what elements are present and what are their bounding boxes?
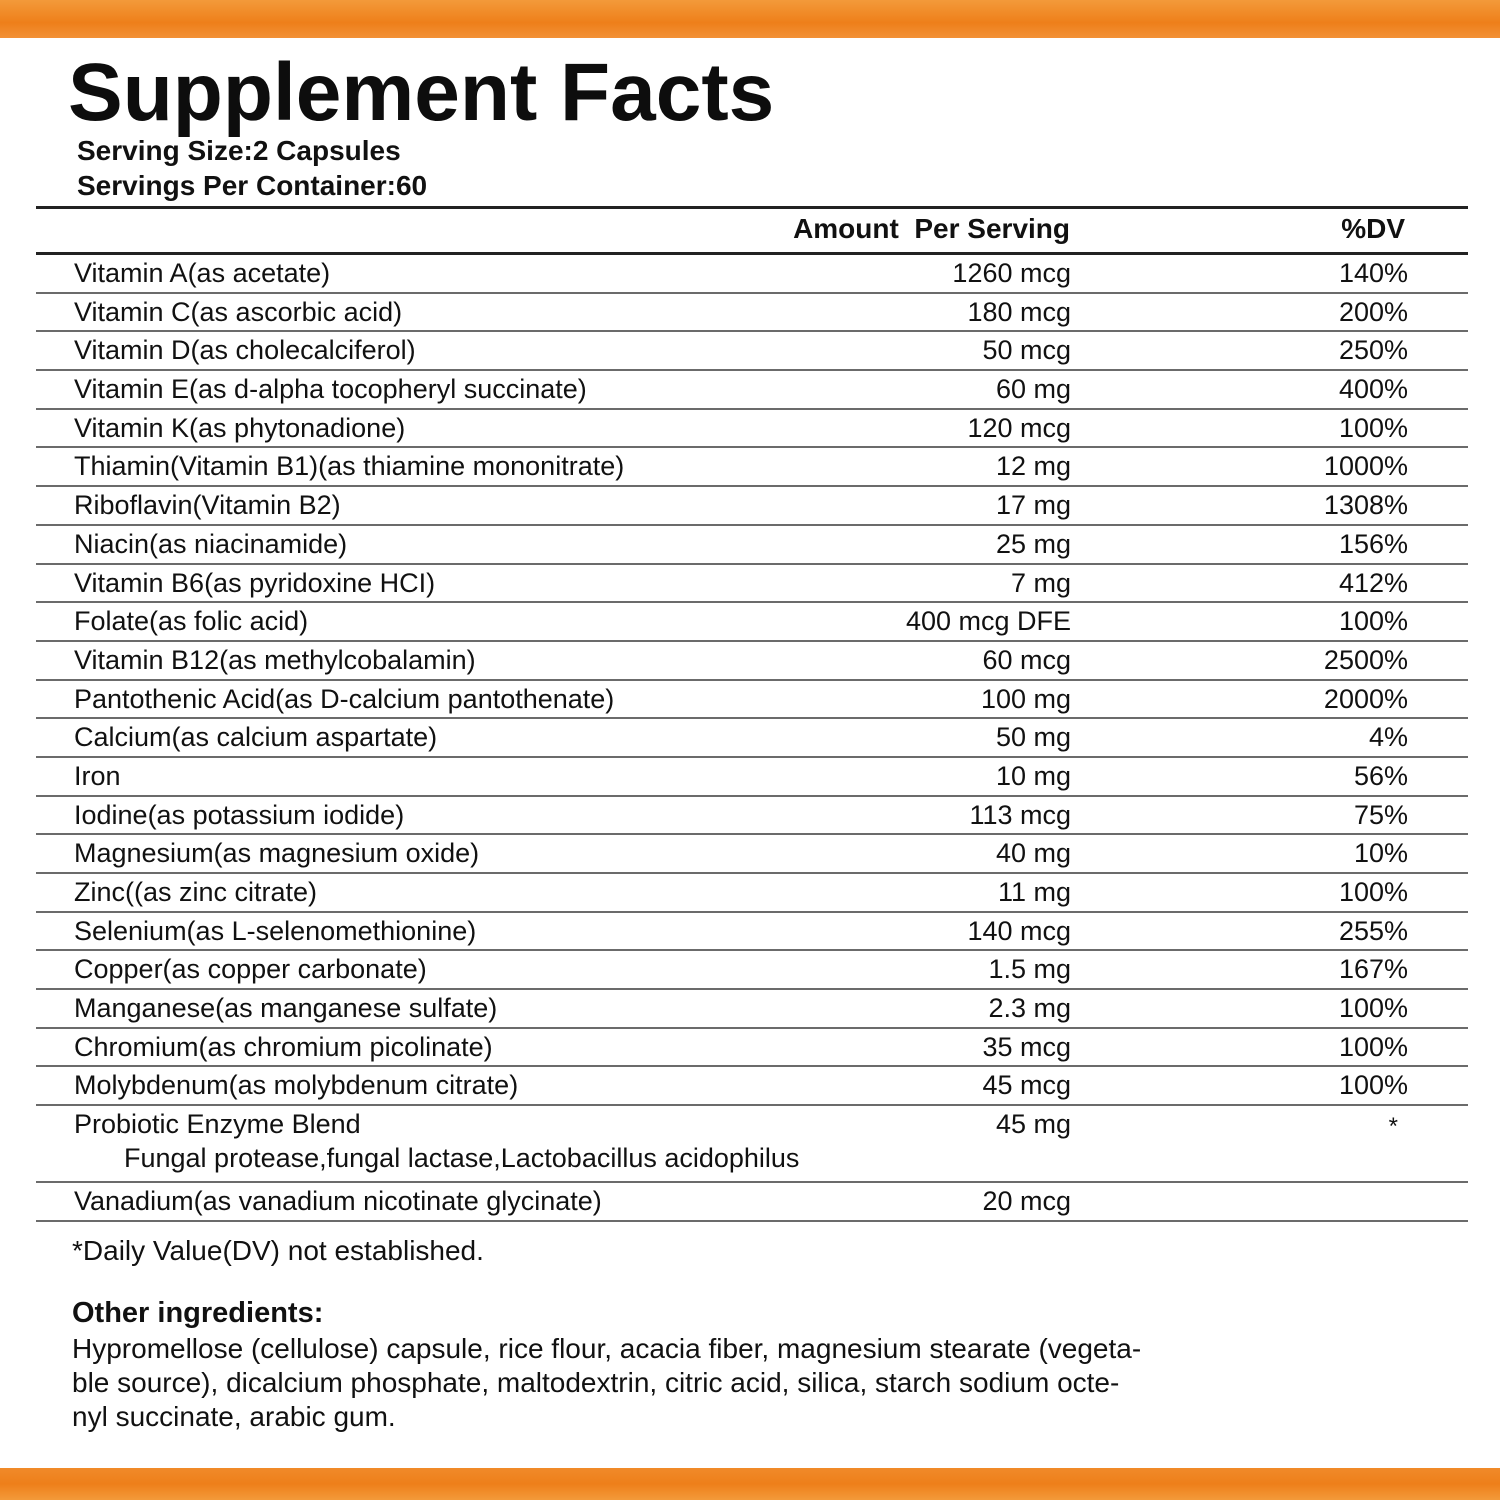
- nutrient-amount: 10 mg: [995, 760, 1071, 791]
- other-ingredients-title: Other ingredients:: [72, 1297, 324, 1329]
- nutrient-amount: 180 mcg: [967, 296, 1071, 327]
- table-row: [36, 487, 1468, 526]
- nutrient-dv: 156%: [1338, 528, 1408, 559]
- nutrient-dv: 400%: [1338, 374, 1408, 405]
- table-row: [36, 1183, 1468, 1222]
- nutrient-amount: 2.3 mg: [988, 993, 1071, 1024]
- nutrient-name: Calcium(as calcium aspartate): [74, 722, 438, 753]
- nutrient-amount: 35 mcg: [982, 1031, 1071, 1062]
- bottom-orange-band: [0, 1468, 1500, 1500]
- nutrient-name: Molybdenum(as molybdenum citrate): [74, 1070, 519, 1101]
- nutrient-name: Thiamin(Vitamin B1)(as thiamine mononitrate): [74, 451, 625, 482]
- nutrient-dv: 200%: [1338, 296, 1408, 327]
- label-title: Supplement Facts: [68, 47, 775, 138]
- nutrient-name: Vitamin D(as cholecalciferol): [74, 335, 416, 366]
- blend-amount: 45 mg: [995, 1109, 1071, 1140]
- header-dv: %DV: [1341, 213, 1405, 244]
- nutrient-name: Vitamin B6(as pyridoxine HCI): [74, 567, 436, 598]
- nutrient-name: Manganese(as manganese sulfate): [74, 993, 498, 1024]
- nutrient-name: Vitamin K(as phytonadione): [74, 412, 406, 443]
- serving-size: Serving Size:2 Capsules: [77, 135, 401, 166]
- nutrient-amount: 100 mg: [980, 683, 1071, 714]
- nutrient-dv: 100%: [1338, 606, 1408, 637]
- table-row: [36, 332, 1468, 371]
- nutrient-amount: 140 mcg: [967, 915, 1071, 946]
- table-row: [36, 681, 1468, 720]
- nutrient-dv: 1000%: [1323, 451, 1408, 482]
- nutrient-amount: 120 mcg: [967, 412, 1071, 443]
- nutrient-dv: 100%: [1338, 993, 1408, 1024]
- nutrient-amount: 25 mg: [995, 528, 1071, 559]
- nutrient-amount: 1.5 mg: [988, 954, 1071, 985]
- nutrient-dv: 140%: [1338, 258, 1408, 288]
- nutrient-amount: 60 mcg: [982, 644, 1071, 675]
- table-row: [36, 951, 1468, 990]
- nutrient-name: Vitamin B12(as methylcobalamin): [74, 644, 476, 675]
- table-row: [36, 294, 1468, 333]
- table-row: [36, 371, 1468, 410]
- table-row: [36, 758, 1468, 797]
- blend-dv: *: [1388, 1113, 1398, 1141]
- top-orange-band: [0, 0, 1500, 38]
- nutrient-dv: 250%: [1338, 335, 1408, 366]
- nutrient-amount: 60 mg: [995, 374, 1071, 405]
- nutrient-amount: 50 mg: [995, 722, 1071, 753]
- table-row: [36, 410, 1468, 449]
- nutrient-amount: 20 mcg: [982, 1186, 1071, 1217]
- nutrient-dv: 100%: [1338, 412, 1408, 443]
- nutrient-name: Iron: [74, 760, 121, 791]
- nutrient-amount: 17 mg: [995, 490, 1071, 521]
- nutrient-dv: 1308%: [1323, 490, 1408, 521]
- nutrient-name: Copper(as copper carbonate): [74, 954, 427, 985]
- nutrient-dv: 10%: [1353, 838, 1408, 869]
- other-ingredients-line: ble source), dicalcium phosphate, maltodextrin, citric acid, silica, starch sodium octe-: [72, 1367, 1120, 1398]
- nutrient-amount: 50 mcg: [982, 335, 1071, 366]
- table-row-blend: [36, 1106, 1468, 1183]
- table-row: [36, 835, 1468, 874]
- nutrient-name: Pantothenic Acid(as D-calcium pantothenate): [74, 683, 615, 714]
- nutrient-name: Magnesium(as magnesium oxide): [74, 838, 480, 869]
- nutrient-name: Zinc((as zinc citrate): [74, 877, 318, 907]
- nutrient-amount: 45 mcg: [982, 1070, 1071, 1101]
- nutrient-amount: 400 mcg DFE: [905, 606, 1071, 637]
- nutrient-name: Vitamin A(as acetate): [74, 258, 331, 288]
- nutrient-name: Selenium(as L-selenomethionine): [74, 915, 477, 946]
- nutrient-name: Folate(as folic acid): [74, 606, 309, 637]
- header-amount: Amount Per Serving: [793, 213, 1070, 244]
- nutrient-dv: 412%: [1338, 567, 1408, 598]
- other-ingredients-text: [72, 1332, 1322, 1434]
- nutrient-name: Vitamin E(as d-alpha tocopheryl succinate): [74, 374, 587, 405]
- nutrient-dv: 2000%: [1323, 683, 1408, 714]
- table-row: [36, 603, 1468, 642]
- nutrient-amount: 40 mg: [995, 838, 1071, 869]
- table-row: [36, 526, 1468, 565]
- nutrient-dv: 2500%: [1323, 644, 1408, 675]
- nutrient-dv: 75%: [1353, 799, 1408, 830]
- table-row: [36, 913, 1468, 952]
- blend-components: Fungal protease,fungal lactase,Lactobacillus acidophilus: [124, 1143, 800, 1174]
- nutrient-name: Vitamin C(as ascorbic acid): [74, 296, 403, 327]
- nutrient-dv: 100%: [1338, 1031, 1408, 1062]
- table-row: [36, 1029, 1468, 1068]
- nutrient-table: [36, 255, 1468, 1222]
- nutrient-amount: 7 mg: [1010, 567, 1071, 598]
- blend-name: Probiotic Enzyme Blend: [74, 1109, 361, 1140]
- nutrient-name: Riboflavin(Vitamin B2): [74, 490, 341, 521]
- nutrient-amount: 113 mcg: [969, 799, 1071, 830]
- table-row: [36, 255, 1468, 294]
- header-top-rule: [36, 206, 1468, 209]
- nutrient-name: Vanadium(as vanadium nicotinate glycinate): [74, 1186, 602, 1217]
- nutrient-amount: 12 mg: [995, 451, 1071, 482]
- nutrient-dv: 167%: [1338, 954, 1408, 985]
- servings-per-container: Servings Per Container:60: [77, 170, 428, 201]
- nutrient-name: Chromium(as chromium picolinate): [74, 1031, 493, 1062]
- table-row: [36, 719, 1468, 758]
- table-row: [36, 448, 1468, 487]
- nutrient-dv: 255%: [1338, 915, 1408, 946]
- other-ingredients-line: Hypromellose (cellulose) capsule, rice flour, acacia fiber, magnesium stearate (vegeta-: [72, 1333, 1142, 1364]
- dv-footnote: *Daily Value(DV) not established.: [72, 1235, 484, 1266]
- table-row: [36, 642, 1468, 681]
- nutrient-dv: 100%: [1338, 877, 1408, 907]
- nutrient-amount: 11 mg: [997, 877, 1071, 907]
- nutrient-amount: 1260 mcg: [952, 258, 1071, 288]
- table-row: [36, 990, 1468, 1029]
- nutrient-dv: 100%: [1338, 1070, 1408, 1101]
- nutrient-name: Iodine(as potassium iodide): [74, 799, 405, 830]
- nutrient-dv: 56%: [1353, 760, 1408, 791]
- table-row: [36, 565, 1468, 604]
- table-row: [36, 1067, 1468, 1106]
- table-row: [36, 797, 1468, 836]
- nutrient-name: Niacin(as niacinamide): [74, 528, 348, 559]
- table-row: [36, 874, 1468, 913]
- nutrient-dv: 4%: [1368, 722, 1408, 753]
- other-ingredients-line: nyl succinate, arabic gum.: [72, 1401, 396, 1432]
